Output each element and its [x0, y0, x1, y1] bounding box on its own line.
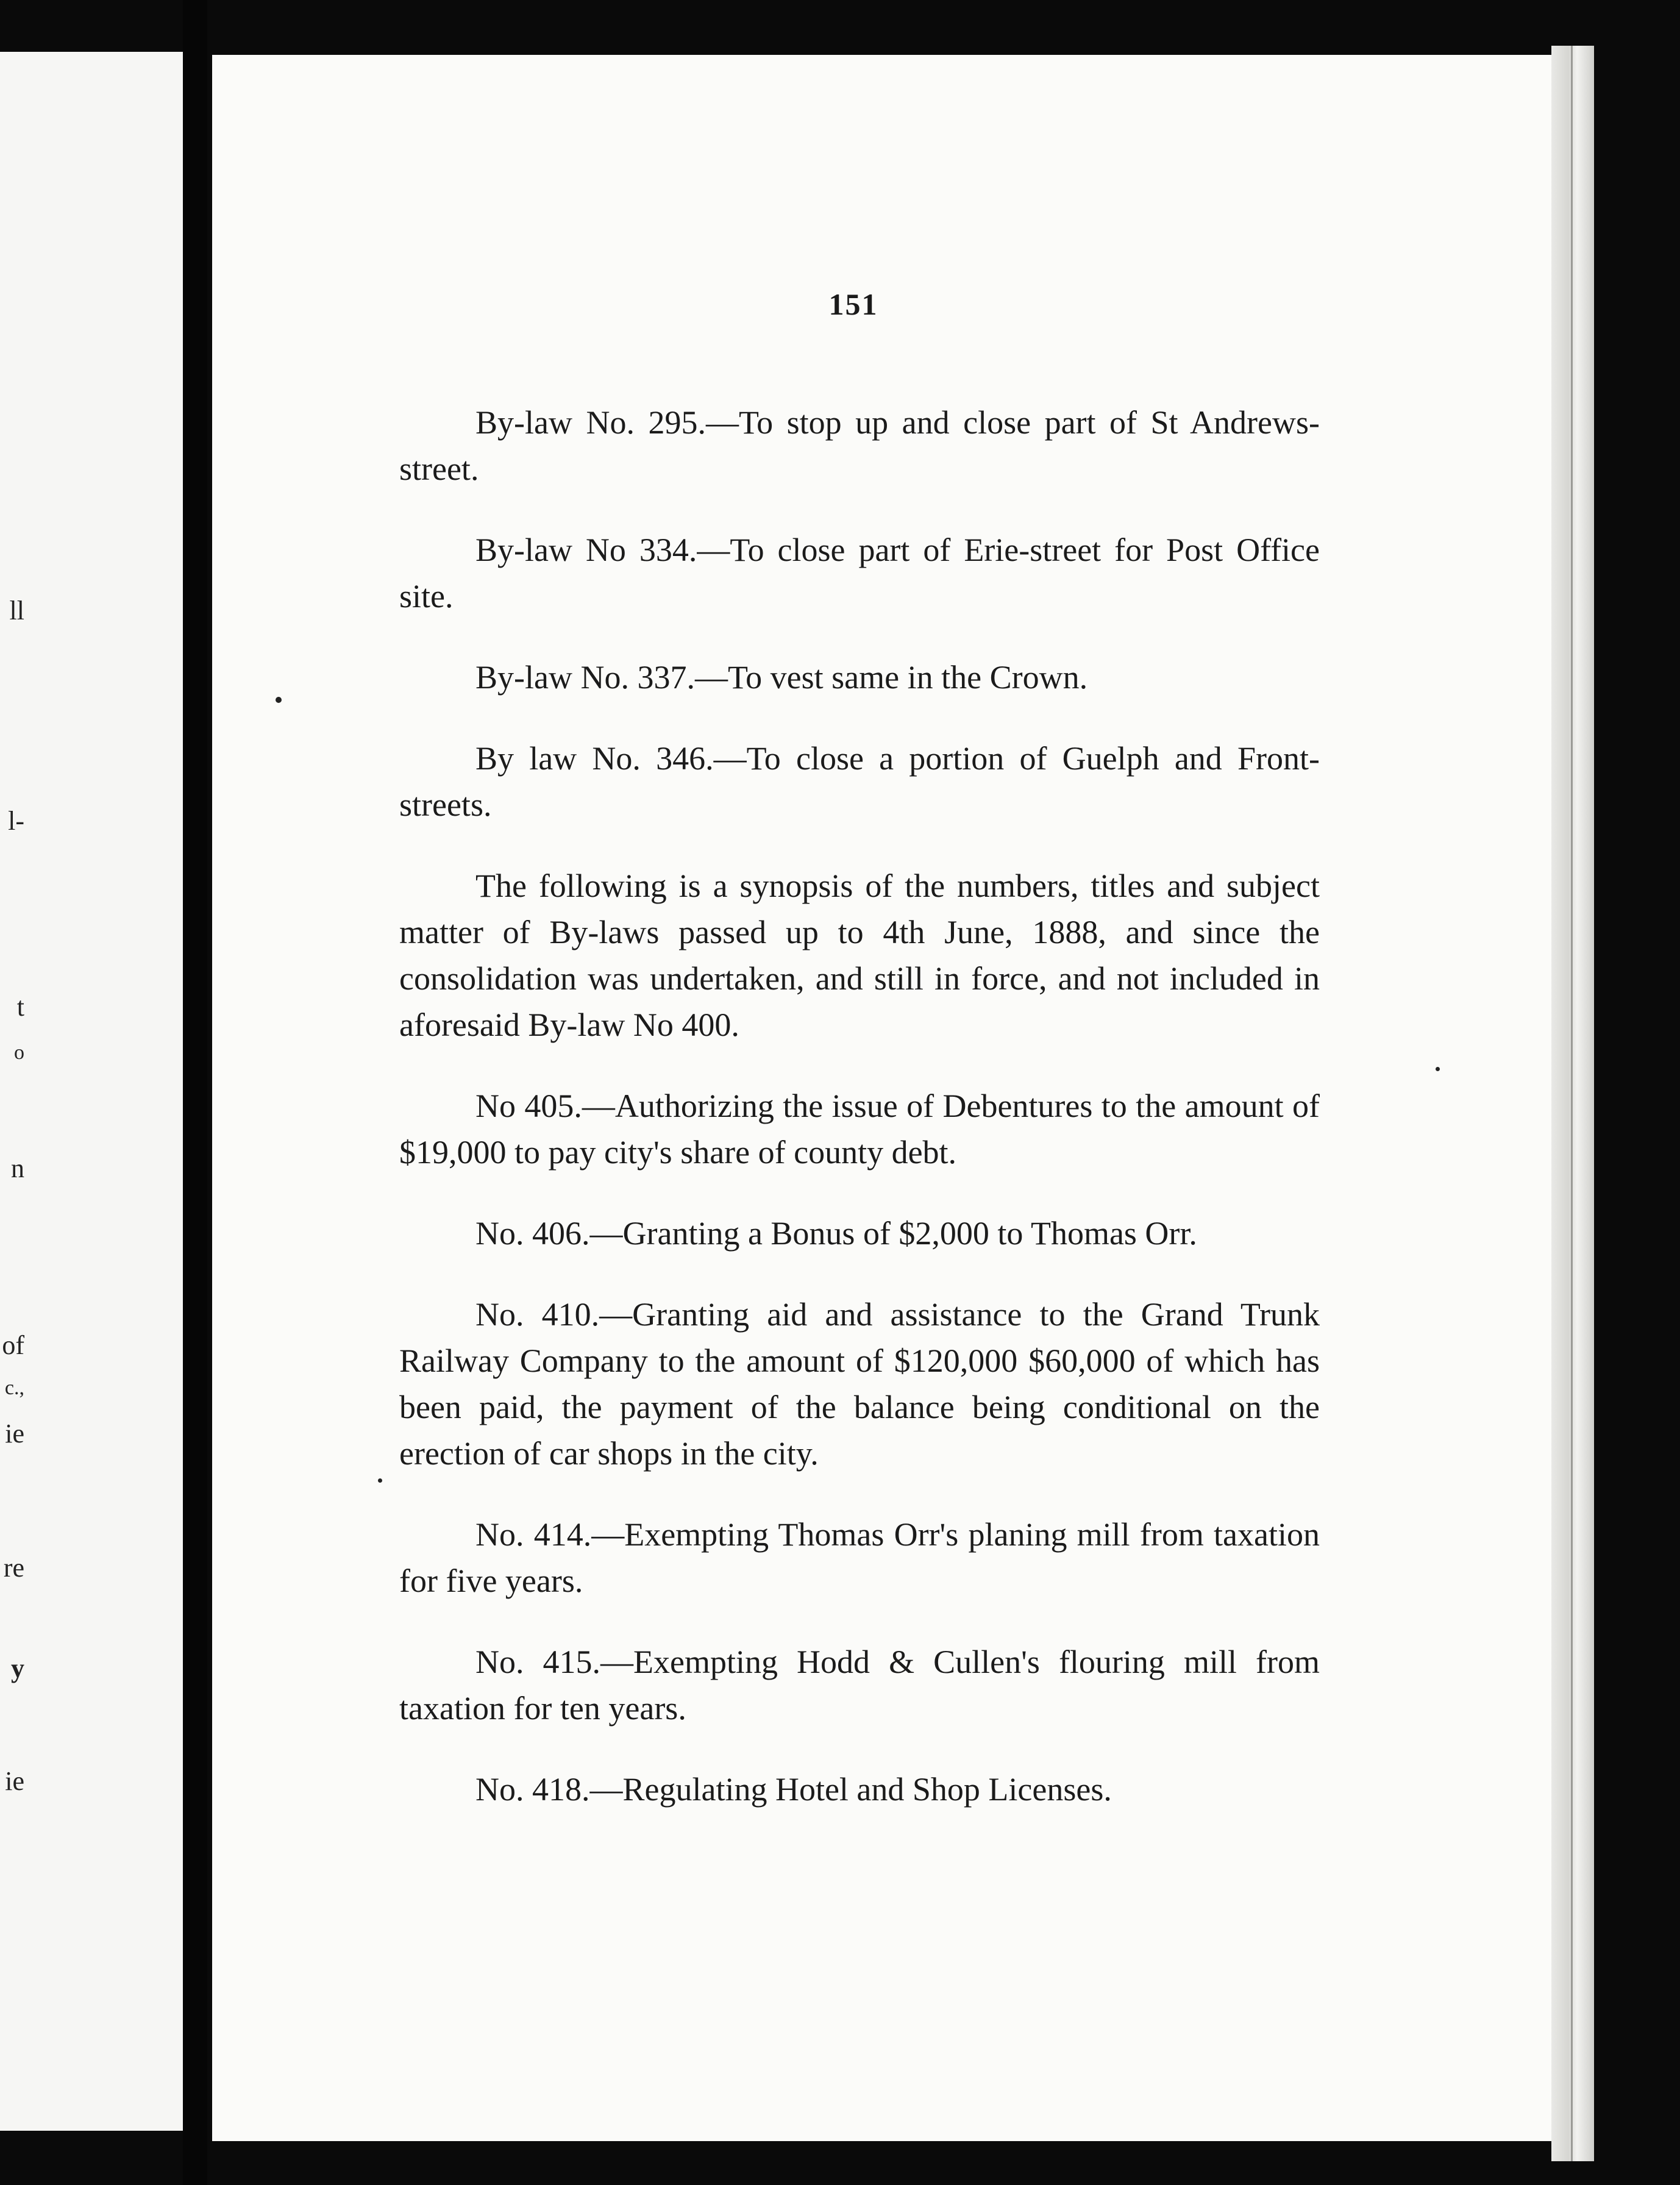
facing-page-fragment: c.,	[4, 1377, 24, 1399]
book-gutter	[183, 0, 207, 2185]
page-body	[399, 399, 1320, 1847]
print-speck	[1436, 1067, 1440, 1071]
bylaw-entry-295: By-law No. 295.—To stop up and close part of St Andrews-street.	[399, 404, 1320, 487]
bylaw-entry-410: No. 410.—Granting aid and assistance to the Grand Trunk Railway Company to the amount of $120,000 $60,000 of which has been paid, the payment of the balance being conditional on the erection of car shops in the city.	[399, 1296, 1320, 1472]
facing-page-fragment: ll	[9, 596, 24, 626]
page-edge-stack	[1551, 46, 1594, 2161]
facing-page-fragment: ie	[5, 1419, 24, 1449]
print-speck	[378, 1478, 382, 1483]
bylaw-entry-337: By-law No. 337.—To vest same in the Crown.	[475, 659, 1088, 696]
bylaw-entry-406: No. 406.—Granting a Bonus of $2,000 to Thomas Orr.	[475, 1215, 1197, 1252]
facing-page	[0, 52, 183, 2131]
bylaw-entry-334: By-law No 334.—To close part of Erie-street for Post Office site.	[399, 532, 1320, 615]
bylaw-entry-415: No. 415.—Exempting Hodd & Cullen's flouring mill from taxation for ten years.	[399, 1644, 1320, 1727]
facing-page-fragment: y	[11, 1653, 24, 1683]
print-speck	[276, 697, 282, 703]
page-number: 151	[828, 287, 878, 321]
facing-page-fragment: ie	[5, 1766, 24, 1796]
facing-page-fragment: l-	[8, 806, 24, 836]
synopsis-intro: The following is a synopsis of the numbers, titles and subject matter of By-laws passed up to 4th June, 1888, and since the consolidation was undertaken, and still in force, and not included in aforesaid By-law No 400.	[399, 868, 1320, 1043]
bylaw-entry-418: No. 418.—Regulating Hotel and Shop Licenses.	[475, 1771, 1112, 1808]
facing-page-fragment: t	[16, 992, 24, 1022]
facing-page-fragment: o	[14, 1041, 24, 1064]
facing-page-fragment: n	[11, 1153, 24, 1183]
bylaw-entry-414: No. 414.—Exempting Thomas Orr's planing mill from taxation for five years.	[399, 1516, 1320, 1599]
facing-page-fragment: of	[2, 1330, 24, 1360]
bylaw-entry-346: By law No. 346.—To close a portion of Guelph and Front-streets.	[399, 740, 1320, 823]
facing-page-fragment: re	[3, 1553, 24, 1583]
bylaw-entry-405: No 405.—Authorizing the issue of Debentures to the amount of $19,000 to pay city's share of county debt.	[399, 1088, 1320, 1171]
